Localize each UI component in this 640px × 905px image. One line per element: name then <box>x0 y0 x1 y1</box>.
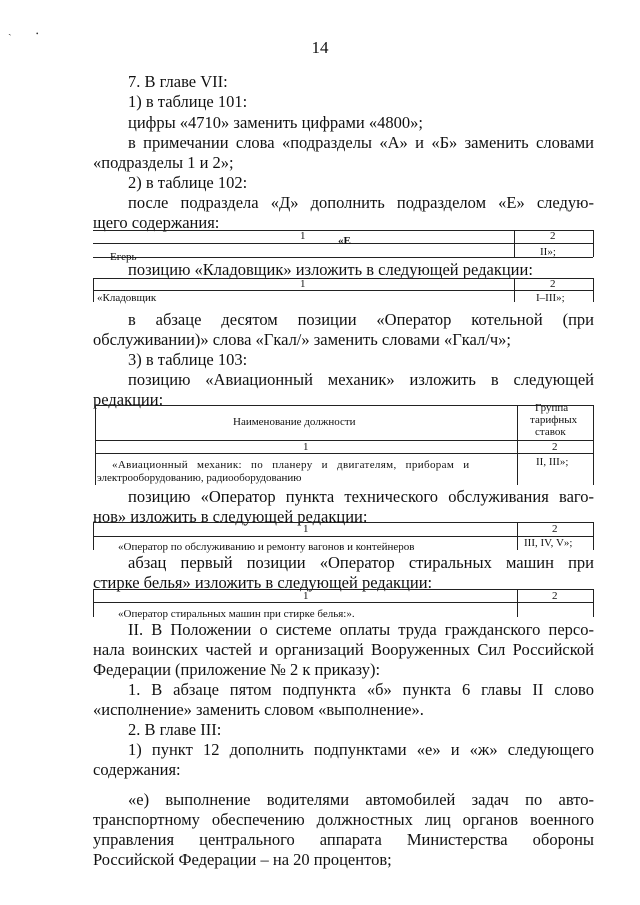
text-line: абзац первый позиции «Оператор стиральных машин при <box>128 553 594 572</box>
col-num: 1 <box>300 230 306 242</box>
text-line: щего содержания: <box>93 213 220 232</box>
rule <box>93 589 94 617</box>
text-line: позицию «Авиационный механик» изложить в следующей <box>128 370 594 389</box>
position-name: «Оператор стиральных машин при стирке белья:». <box>118 608 355 620</box>
text-line: II. В Положении о системе оплаты труда гражданского персо- <box>128 620 594 639</box>
position-name: Егерь <box>110 251 137 263</box>
rule <box>95 453 593 454</box>
rule <box>514 278 515 302</box>
col-num: 1 <box>303 590 309 602</box>
section-label: «Е <box>338 235 351 247</box>
text-line: в абзаце десятом позиции «Оператор котельной (при <box>128 310 594 329</box>
page-number: 14 <box>311 38 329 57</box>
rule <box>593 230 594 257</box>
rule <box>93 230 593 231</box>
text-line: нала воинских частей и организаций Вооруженных Сил Российской <box>93 640 594 659</box>
col-num: 2 <box>552 590 558 602</box>
rule <box>93 257 593 258</box>
text-line: «е) выполнение водителями автомобилей задач по авто- <box>128 790 594 809</box>
text-line: Российской Федерации – на 20 процентов; <box>93 850 392 869</box>
text-line: Федерации (приложение № 2 к приказу): <box>93 660 381 679</box>
text-line: редакции: <box>93 390 164 409</box>
column-header: тарифных <box>530 414 578 426</box>
rule <box>93 589 593 590</box>
col-num: 2 <box>550 230 556 242</box>
column-header: Группа <box>535 402 569 414</box>
rule <box>95 405 96 485</box>
column-header: Наименование должности <box>233 416 356 428</box>
col-num: 2 <box>552 523 558 535</box>
position-name: электрооборудованию, радиооборудованию <box>97 472 302 484</box>
text-line: позицию «Кладовщик» изложить в следующей редакции: <box>128 260 533 279</box>
rule <box>517 522 518 550</box>
text-line: управления центрального аппарата Министерства обороны <box>93 830 594 849</box>
rule <box>93 278 94 302</box>
text-line: 1) в таблице 101: <box>128 92 248 111</box>
col-num: 1 <box>303 441 309 453</box>
position-name: «Оператор по обслуживанию и ремонту вагонов и контейнеров <box>118 541 415 553</box>
col-num: 2 <box>550 278 556 290</box>
rule <box>93 536 593 537</box>
text-line: после подраздела «Д» дополнить подразделом «Е» следую- <box>128 193 594 212</box>
text-line: 1. В абзаце пятом подпункта «б» пункта 6 главы II слово <box>128 680 594 699</box>
rule <box>95 440 593 441</box>
position-name: «Кладовщик <box>97 292 157 304</box>
rule <box>93 602 593 603</box>
text-line: нов» изложить в следующей редакции: <box>93 507 368 526</box>
rule <box>593 589 594 617</box>
rule <box>93 278 593 279</box>
col-num: 2 <box>552 441 558 453</box>
rule <box>593 522 594 550</box>
rule <box>514 230 515 243</box>
rule <box>517 589 518 617</box>
rule <box>517 405 518 485</box>
text-line: 7. В главе VII: <box>128 72 228 91</box>
text-line: стирке белья» изложить в следующей редакции: <box>93 573 433 592</box>
grade-value: II»; <box>540 246 556 258</box>
column-header: ставок <box>535 426 566 438</box>
text-line: позицию «Оператор пункта технического обслуживания ваго- <box>128 487 594 506</box>
text-line: цифры «4710» заменить цифрами «4800»; <box>128 113 423 132</box>
rule <box>93 522 593 523</box>
rule <box>514 243 515 257</box>
text-line: транспортному обеспечению должностных лиц органов военного <box>93 810 594 829</box>
grade-value: III, IV, V»; <box>524 537 573 549</box>
text-line: 2) в таблице 102: <box>128 173 248 192</box>
rule <box>93 522 94 550</box>
text-line: 3) в таблице 103: <box>128 350 248 369</box>
rule <box>95 405 593 406</box>
col-num: 1 <box>300 278 306 290</box>
text-line: обслуживании)» слова «Гкал/» заменить словами «Гкал/ч»; <box>93 330 511 349</box>
text-line: «исполнение» заменить словом «выполнение». <box>93 700 424 719</box>
text-line: «подразделы 1 и 2»; <box>93 153 234 172</box>
rule <box>93 290 593 291</box>
grade-value: I–III»; <box>536 292 565 304</box>
text-line: 2. В главе III: <box>128 720 222 739</box>
margin-dot: • <box>36 30 39 38</box>
rule <box>593 405 594 485</box>
grade-value: II, III»; <box>536 456 569 468</box>
text-line: 1) пункт 12 дополнить подпунктами «е» и «ж» следующего <box>128 740 594 759</box>
position-name: «Авиационный механик: по планеру и двигателям, приборам и <box>112 459 470 471</box>
text-line: в примечании слова «подразделы «А» и «Б» заменить словами <box>128 133 594 152</box>
rule <box>593 278 594 302</box>
margin-mark: ˎ <box>8 24 12 36</box>
text-line: содержания: <box>93 760 181 779</box>
col-num: 1 <box>303 523 309 535</box>
